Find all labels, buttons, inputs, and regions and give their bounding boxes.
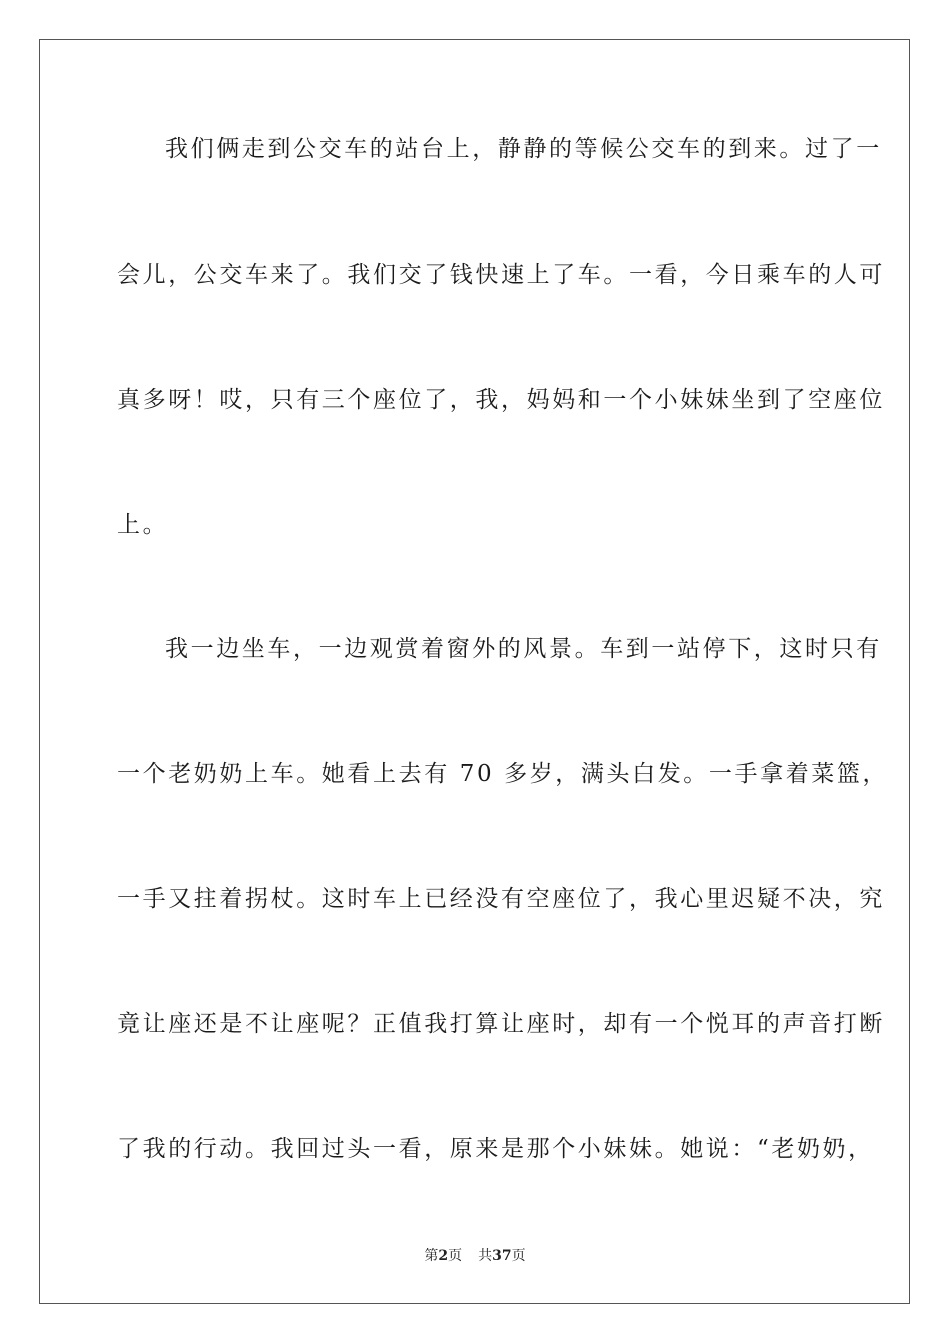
page-footer (0, 1246, 950, 1266)
page-border (39, 39, 910, 1304)
total-prefix: 共 (478, 1248, 493, 1264)
page-number: 2 (438, 1248, 449, 1264)
paragraph-2-line-3: 一手又拄着拐杖。这时车上已经没有空座位了，我心里迟疑不决，究 (117, 886, 885, 912)
paragraph-1-line-2: 会儿，公交车来了。我们交了钱快速上了车。一看，今日乘车的人可 (117, 262, 885, 288)
page-suffix: 页 (448, 1248, 463, 1264)
total-pages: 37 (492, 1248, 512, 1264)
paragraph-1-line-3: 真多呀！哎，只有三个座位了，我，妈妈和一个小妹妹坐到了空座位 (117, 387, 885, 413)
total-suffix: 页 (511, 1248, 526, 1264)
paragraph-1-line-4: 上。 (117, 512, 169, 538)
page-prefix: 第 (424, 1248, 439, 1264)
paragraph-2-line-2: 一个老奶奶上车。她看上去有 70 多岁，满头白发。一手拿着菜篮， (117, 761, 889, 787)
paragraph-2-line-5: 了我的行动。我回过头一看，原来是那个小妹妹。她说：“老奶奶， (117, 1136, 874, 1162)
paragraph-2-line-4: 竟让座还是不让座呢？正值我打算让座时，却有一个悦耳的声音打断 (117, 1011, 885, 1037)
paragraph-1-line-1: 我们俩走到公交车的站台上，静静的等候公交车的到来。过了一 (165, 136, 882, 162)
paragraph-2-line-1: 我一边坐车，一边观赏着窗外的风景。车到一站停下，这时只有 (165, 636, 882, 662)
